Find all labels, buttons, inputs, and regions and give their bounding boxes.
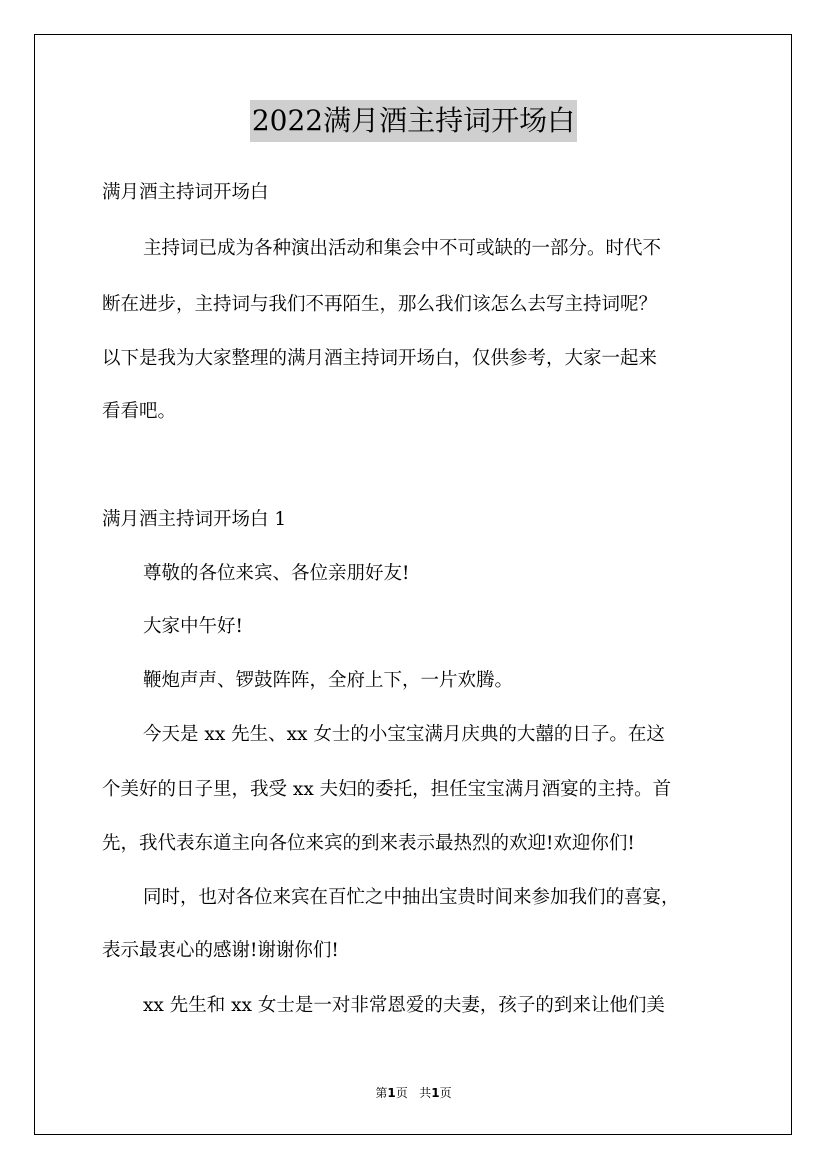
paragraph-line: xx 先生和 xx 女士是一对非常恩爱的夫妻，孩子的到来让他们美 bbox=[143, 995, 665, 1016]
document-title: 2022满月酒主持词开场白 bbox=[250, 100, 577, 142]
paragraph-line: 先，我代表东道主向各位来宾的到来表示最热烈的欢迎!欢迎你们! bbox=[102, 833, 635, 854]
paragraph-line: 个美好的日子里，我受 xx 夫妇的委托，担任宝宝满月酒宴的主持。首 bbox=[102, 779, 672, 800]
footer-mid: 页 共 bbox=[395, 1086, 432, 1100]
paragraph-line: 今天是 xx 先生、xx 女士的小宝宝满月庆典的大囍的日子。在这 bbox=[143, 724, 665, 745]
paragraph-line: 断在进步，主持词与我们不再陌生，那么我们该怎么去写主持词呢？ bbox=[102, 294, 658, 315]
paragraph-line: 主持词已成为各种演出活动和集会中不可或缺的一部分。时代不 bbox=[143, 238, 662, 259]
footer-prefix: 第 bbox=[375, 1086, 388, 1100]
footer-suffix: 页 bbox=[439, 1086, 452, 1100]
paragraph-line: 看看吧。 bbox=[102, 401, 177, 422]
section-heading: 满月酒主持词开场白 1 bbox=[102, 509, 287, 530]
paragraph-line: 大家中午好! bbox=[143, 616, 243, 637]
footer-page-current: 1 bbox=[387, 1086, 396, 1100]
footer-page-total: 1 bbox=[431, 1086, 440, 1100]
page-footer bbox=[0, 1084, 827, 1101]
paragraph-line: 同时，也对各位来宾在百忙之中抽出宝贵时间来参加我们的喜宴， bbox=[143, 887, 680, 908]
paragraph-line: 鞭炮声声、锣鼓阵阵，全府上下，一片欢腾。 bbox=[143, 670, 514, 691]
title-container bbox=[0, 100, 827, 142]
section-heading: 满月酒主持词开场白 bbox=[102, 182, 269, 203]
paragraph-line: 表示最衷心的感谢!谢谢你们! bbox=[102, 940, 339, 961]
paragraph-line: 以下是我为大家整理的满月酒主持词开场白，仅供参考，大家一起来 bbox=[102, 348, 658, 369]
paragraph-line: 尊敬的各位来宾、各位亲朋好友! bbox=[143, 563, 410, 584]
